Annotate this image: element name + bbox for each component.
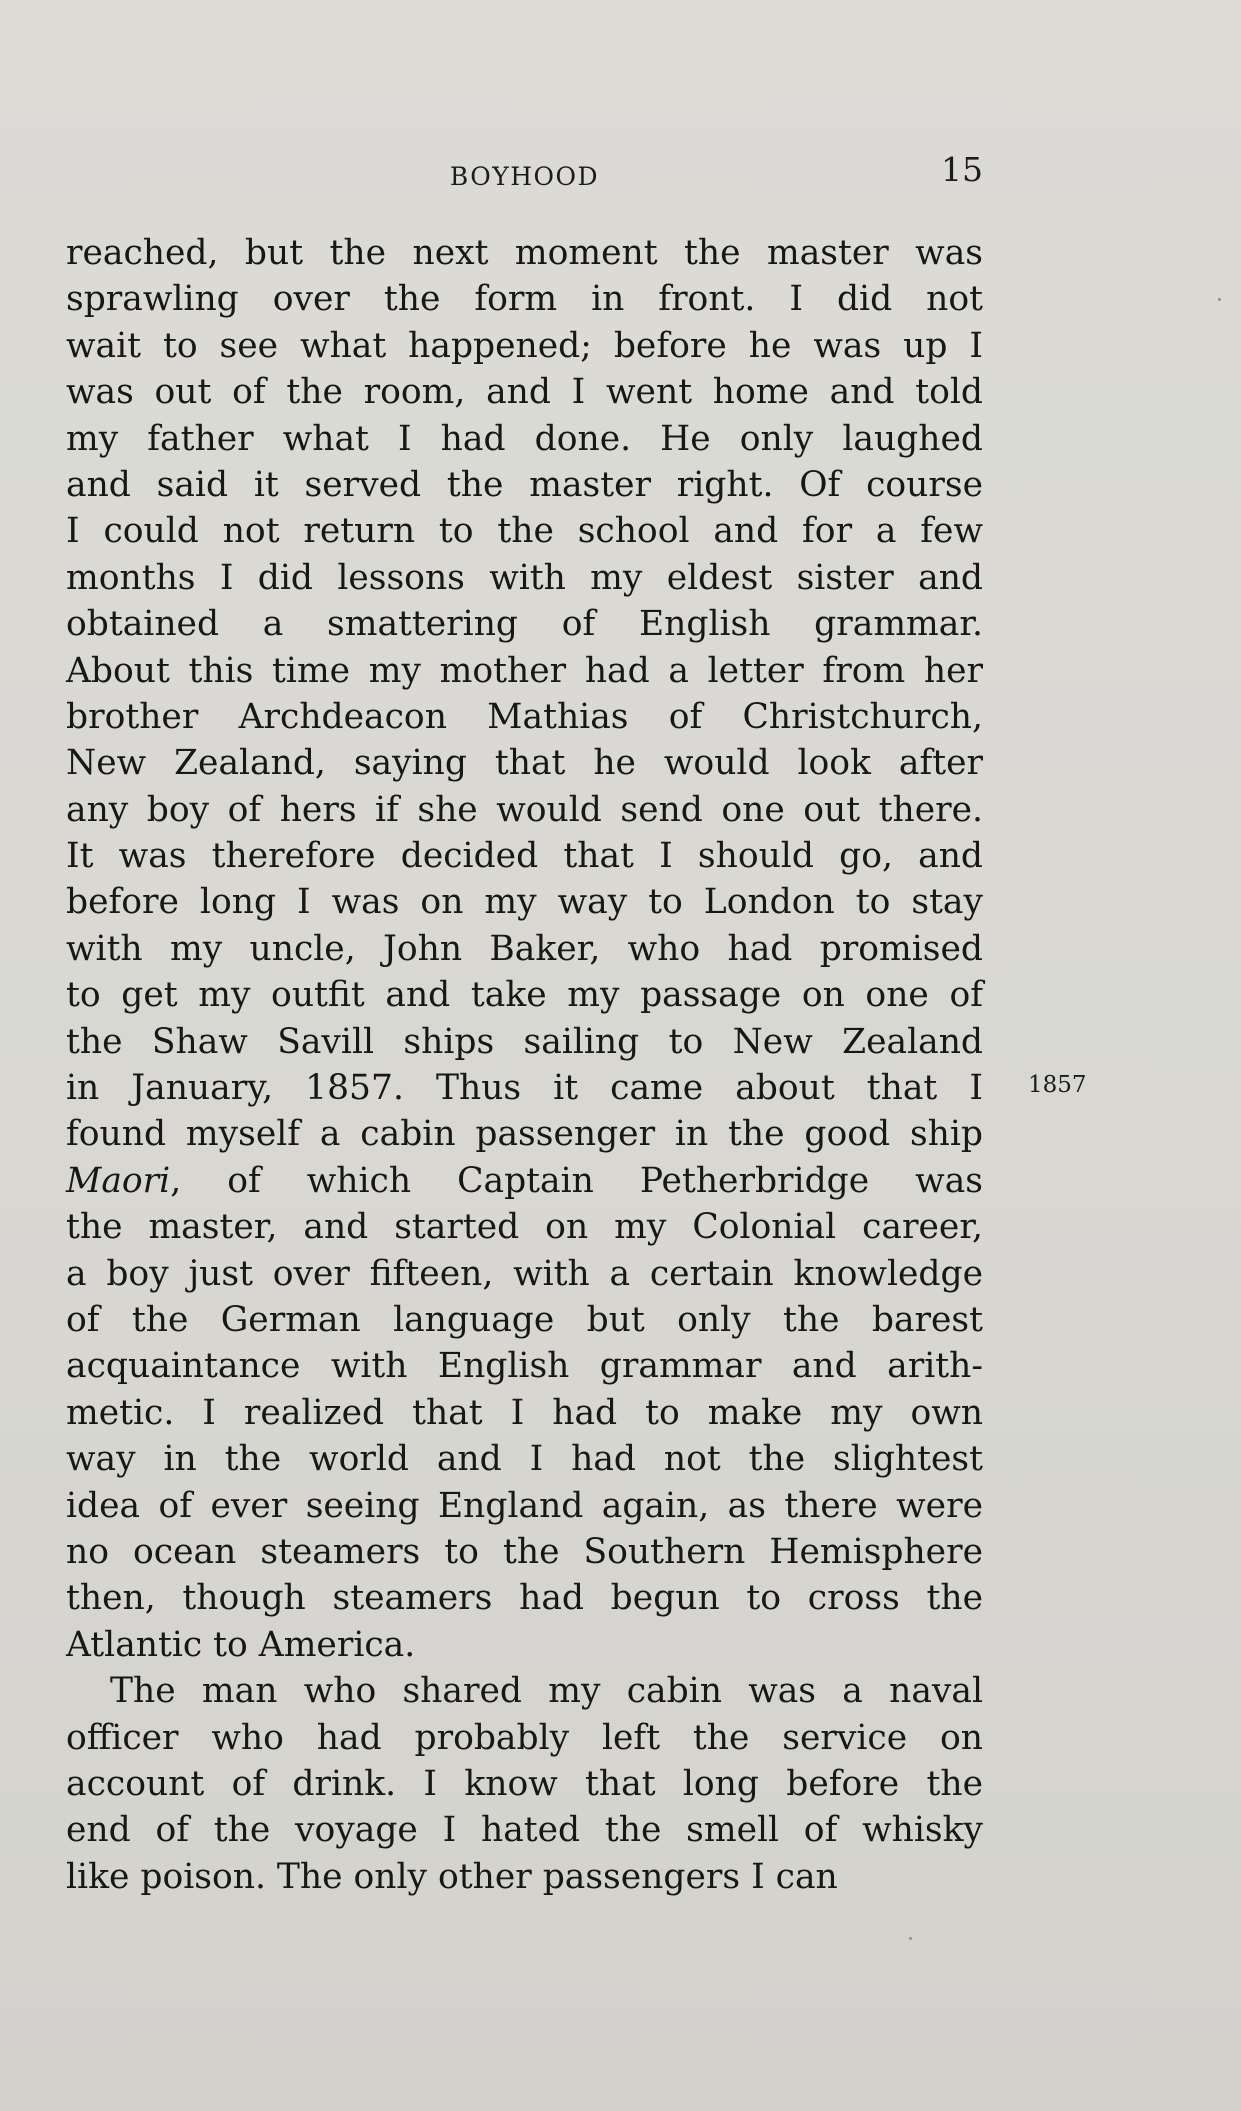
margin-date-note: 1857 <box>1028 1072 1087 1098</box>
text-line: metic. I realized that I had to make my own <box>66 1392 983 1433</box>
text-line: of the German language but only the barest <box>66 1299 983 1340</box>
text-line: sprawling over the form in front. I did not <box>66 279 983 320</box>
text-line: obtained a smattering of English grammar. <box>66 604 983 645</box>
text-line: then, though steamers had begun to cross the <box>66 1578 983 1619</box>
text-line: I could not return to the school and for a few <box>66 511 983 552</box>
text-line: Atlantic to America. <box>66 1624 416 1665</box>
text-line: The man who shared my cabin was a naval <box>110 1671 983 1712</box>
text-line: any boy of hers if she would send one out there. <box>66 789 983 830</box>
text-line: to get my outfit and take my passage on one of <box>66 975 983 1016</box>
text-line: my father what I had done. He only laughed <box>66 418 983 459</box>
text-line: New Zealand, saying that he would look after <box>66 743 983 784</box>
text-line: brother Archdeacon Mathias of Christchurch, <box>66 696 983 737</box>
text-line: It was therefore decided that I should go, and <box>66 836 983 877</box>
text-line: the master, and started on my Colonial career, <box>66 1207 983 1248</box>
text-line: officer who had probably left the service on <box>66 1717 983 1758</box>
text-line: found myself a cabin passenger in the good ship <box>66 1114 983 1155</box>
body-text <box>66 230 983 1900</box>
text-line: idea of ever seeing England again, as there were <box>66 1485 983 1526</box>
text-line: in January, 1857. Thus it came about that I <box>66 1068 983 1109</box>
text-line: and said it served the master right. Of course <box>66 464 983 505</box>
text-line: end of the voyage I hated the smell of whisky <box>66 1810 983 1851</box>
page-header <box>66 150 983 200</box>
text-line: was out of the room, and I went home and told <box>66 372 983 413</box>
paragraphs <box>66 230 983 1900</box>
paper-speck <box>1218 298 1221 301</box>
text-line: Maori, of which Captain Petherbridge was <box>66 1160 983 1201</box>
text-line: wait to see what happened; before he was up I <box>66 325 983 366</box>
text-line: acquaintance with English grammar and arith- <box>66 1346 983 1387</box>
text-line: like poison. The only other passengers I can <box>66 1856 838 1897</box>
paper-speck <box>909 1937 912 1940</box>
text-line: the Shaw Savill ships sailing to New Zealand <box>66 1021 983 1062</box>
page-number: 15 <box>941 150 983 189</box>
text-line: months I did lessons with my eldest sister and <box>66 557 983 598</box>
text-line: About this time my mother had a letter from her <box>66 650 983 691</box>
text-line: account of drink. I know that long before the <box>66 1763 983 1804</box>
text-line: a boy just over fifteen, with a certain knowledge <box>66 1253 983 1294</box>
text-line: reached, but the next moment the master was <box>66 233 983 273</box>
text-line: with my uncle, John Baker, who had promised <box>66 928 983 969</box>
ship-name: Maori <box>66 1160 171 1201</box>
text-line: before long I was on my way to London to stay <box>66 882 983 923</box>
text-line: no ocean steamers to the Southern Hemisphere <box>66 1531 983 1572</box>
running-head: BOYHOOD <box>449 162 600 191</box>
text-line: way in the world and I had not the slightest <box>66 1439 983 1480</box>
